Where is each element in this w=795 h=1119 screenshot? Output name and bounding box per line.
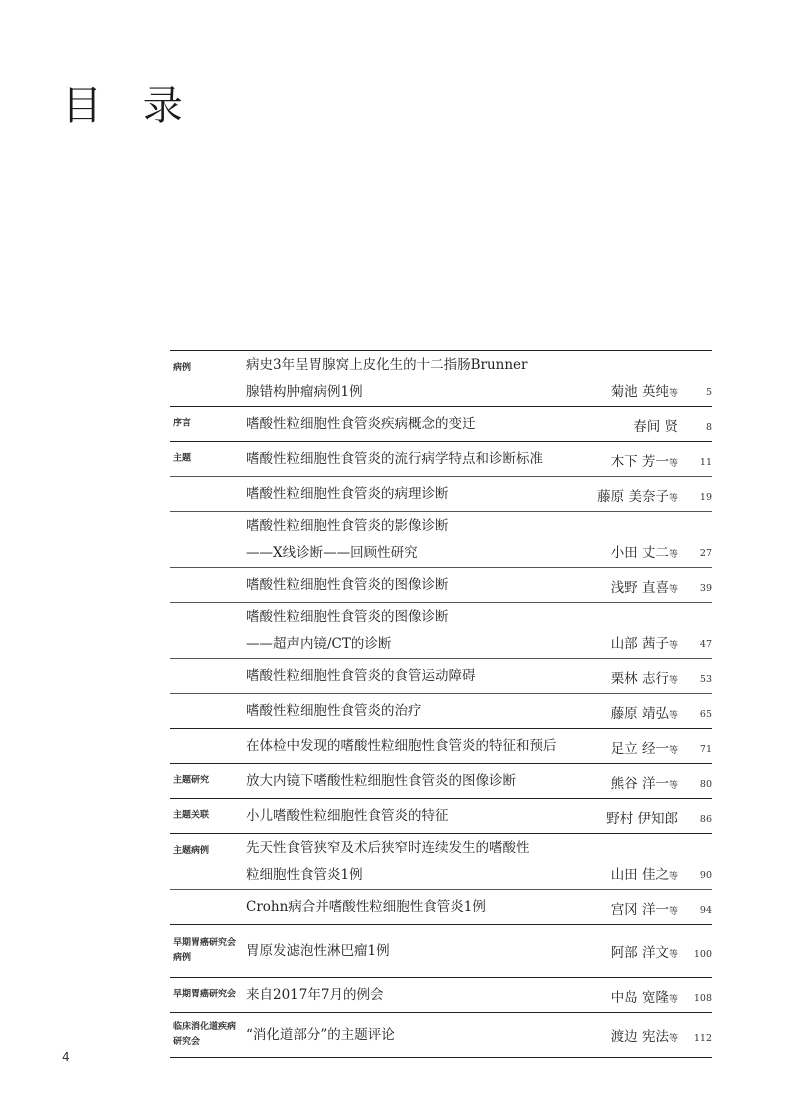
toc-page-number: 80 — [699, 779, 712, 790]
toc-page-number: 71 — [699, 744, 712, 755]
toc-title-line: 小儿嗜酸性粒细胞性食管炎的特征 — [246, 807, 449, 824]
toc-category: 早期胃癌研究会 病例 — [173, 938, 237, 963]
toc-entry[interactable] — [170, 568, 712, 603]
toc-author: 藤原 美奈子等 — [597, 489, 678, 505]
toc-title-line: 来自2017年7月的例会 — [246, 986, 384, 1003]
toc-entry[interactable] — [170, 799, 712, 834]
toc-title-line: 病史3年呈胃腺窝上皮化生的十二指肠Brunner — [246, 356, 528, 373]
page-number: 4 — [62, 1050, 70, 1064]
toc-page-number: 53 — [699, 674, 712, 685]
toc-author: 渡边 宪法等 — [610, 1029, 678, 1045]
page-title: 目 录 — [62, 83, 197, 129]
toc-author: 山部 茜子等 — [610, 636, 678, 652]
toc-title-line: 嗜酸性粒细胞性食管炎的图像诊断 — [246, 608, 449, 625]
toc-title-line: 腺错构肿瘤病例1例 — [246, 383, 363, 400]
toc-title-line: 嗜酸性粒细胞性食管炎的图像诊断 — [246, 576, 449, 593]
toc-title-line: 粒细胞性食管炎1例 — [246, 866, 363, 883]
toc-page-number: 27 — [699, 548, 712, 559]
toc-author: 山田 佳之等 — [610, 867, 678, 883]
toc-author: 菊池 英纯等 — [610, 384, 678, 400]
toc-entry[interactable] — [170, 764, 712, 799]
toc-title-line: 嗜酸性粒细胞性食管炎的食管运动障碍 — [246, 667, 476, 684]
toc-category: 序言 — [173, 418, 192, 429]
toc-entry[interactable] — [170, 512, 712, 568]
toc-title-line: 放大内镜下嗜酸性粒细胞性食管炎的图像诊断 — [246, 772, 516, 789]
toc-page-number: 100 — [693, 949, 712, 960]
toc-page-number: 86 — [699, 814, 712, 825]
toc-title-line: ——X线诊断——回顾性研究 — [246, 544, 418, 561]
toc-title-line: 嗜酸性粒细胞性食管炎的病理诊断 — [246, 485, 449, 502]
toc-entry[interactable] — [170, 834, 712, 890]
toc-page-number: 47 — [699, 639, 712, 650]
toc-category: 主题病例 — [173, 846, 210, 856]
toc-page-number: 19 — [699, 492, 712, 503]
toc-category: 主题研究 — [173, 775, 210, 786]
toc-entry[interactable] — [170, 659, 712, 694]
toc-author: 木下 芳一等 — [610, 454, 678, 470]
toc-author: 野村 伊知郎 — [606, 811, 678, 827]
toc-page-number: 112 — [693, 1033, 712, 1044]
toc-author: 小田 丈二等 — [610, 545, 678, 561]
toc-entry[interactable] — [170, 442, 712, 477]
toc-author: 藤原 靖弘等 — [610, 706, 678, 722]
toc-author: 浅野 直喜等 — [610, 580, 678, 596]
toc-page-number: 8 — [705, 422, 712, 433]
toc-entry[interactable] — [170, 477, 712, 512]
toc-entry[interactable] — [170, 890, 712, 925]
toc-page-number: 39 — [699, 583, 712, 594]
table-of-contents — [170, 350, 712, 1058]
toc-entry[interactable] — [170, 694, 712, 729]
toc-title-line: “消化道部分”的主题评论 — [246, 1026, 395, 1043]
toc-title-line: 嗜酸性粒细胞性食管炎的影像诊断 — [246, 517, 449, 534]
toc-title-line: 在体检中发现的嗜酸性粒细胞性食管炎的特征和预后 — [246, 737, 557, 754]
toc-author: 中岛 宽隆等 — [610, 990, 678, 1006]
toc-author: 宫冈 洋一等 — [610, 902, 678, 918]
toc-entry[interactable] — [170, 978, 712, 1013]
toc-page-number: 90 — [699, 870, 712, 881]
toc-category: 主题 — [173, 453, 192, 464]
toc-title-line: 先天性食管狭窄及术后狭窄时连续发生的嗜酸性 — [246, 839, 530, 856]
toc-entry[interactable] — [170, 729, 712, 764]
toc-author: 熊谷 洋一等 — [610, 776, 678, 792]
toc-category: 主题关联 — [173, 810, 210, 821]
toc-title-line: 嗜酸性粒细胞性食管炎疾病概念的变迁 — [246, 415, 476, 432]
toc-page-number: 5 — [705, 387, 712, 398]
toc-entry[interactable] — [170, 407, 712, 442]
toc-category: 病例 — [173, 363, 192, 373]
toc-entry[interactable] — [170, 925, 712, 978]
toc-page-number: 94 — [699, 905, 712, 916]
toc-page-number: 11 — [699, 457, 712, 468]
toc-category: 临床消化道疾病 研究会 — [173, 1022, 237, 1047]
toc-author: 阿部 洋文等 — [610, 945, 678, 961]
toc-entry[interactable] — [170, 603, 712, 659]
toc-title-line: 胃原发滤泡性淋巴瘤1例 — [246, 942, 390, 959]
toc-author: 足立 经一等 — [610, 741, 678, 757]
toc-author: 春间 贤 — [633, 419, 678, 435]
toc-entry[interactable] — [170, 1013, 712, 1058]
toc-title-line: 嗜酸性粒细胞性食管炎的流行病学特点和诊断标准 — [246, 450, 543, 467]
toc-entry[interactable] — [170, 351, 712, 407]
toc-title-line: ——超声内镜/CT的诊断 — [246, 635, 392, 652]
toc-title-line: 嗜酸性粒细胞性食管炎的治疗 — [246, 702, 422, 719]
toc-author: 栗林 志行等 — [610, 671, 678, 687]
toc-category: 早期胃癌研究会 — [173, 989, 237, 1000]
toc-page-number: 108 — [693, 993, 712, 1004]
toc-page-number: 65 — [699, 709, 712, 720]
toc-title-line: Crohn病合并嗜酸性粒细胞性食管炎1例 — [246, 898, 486, 915]
